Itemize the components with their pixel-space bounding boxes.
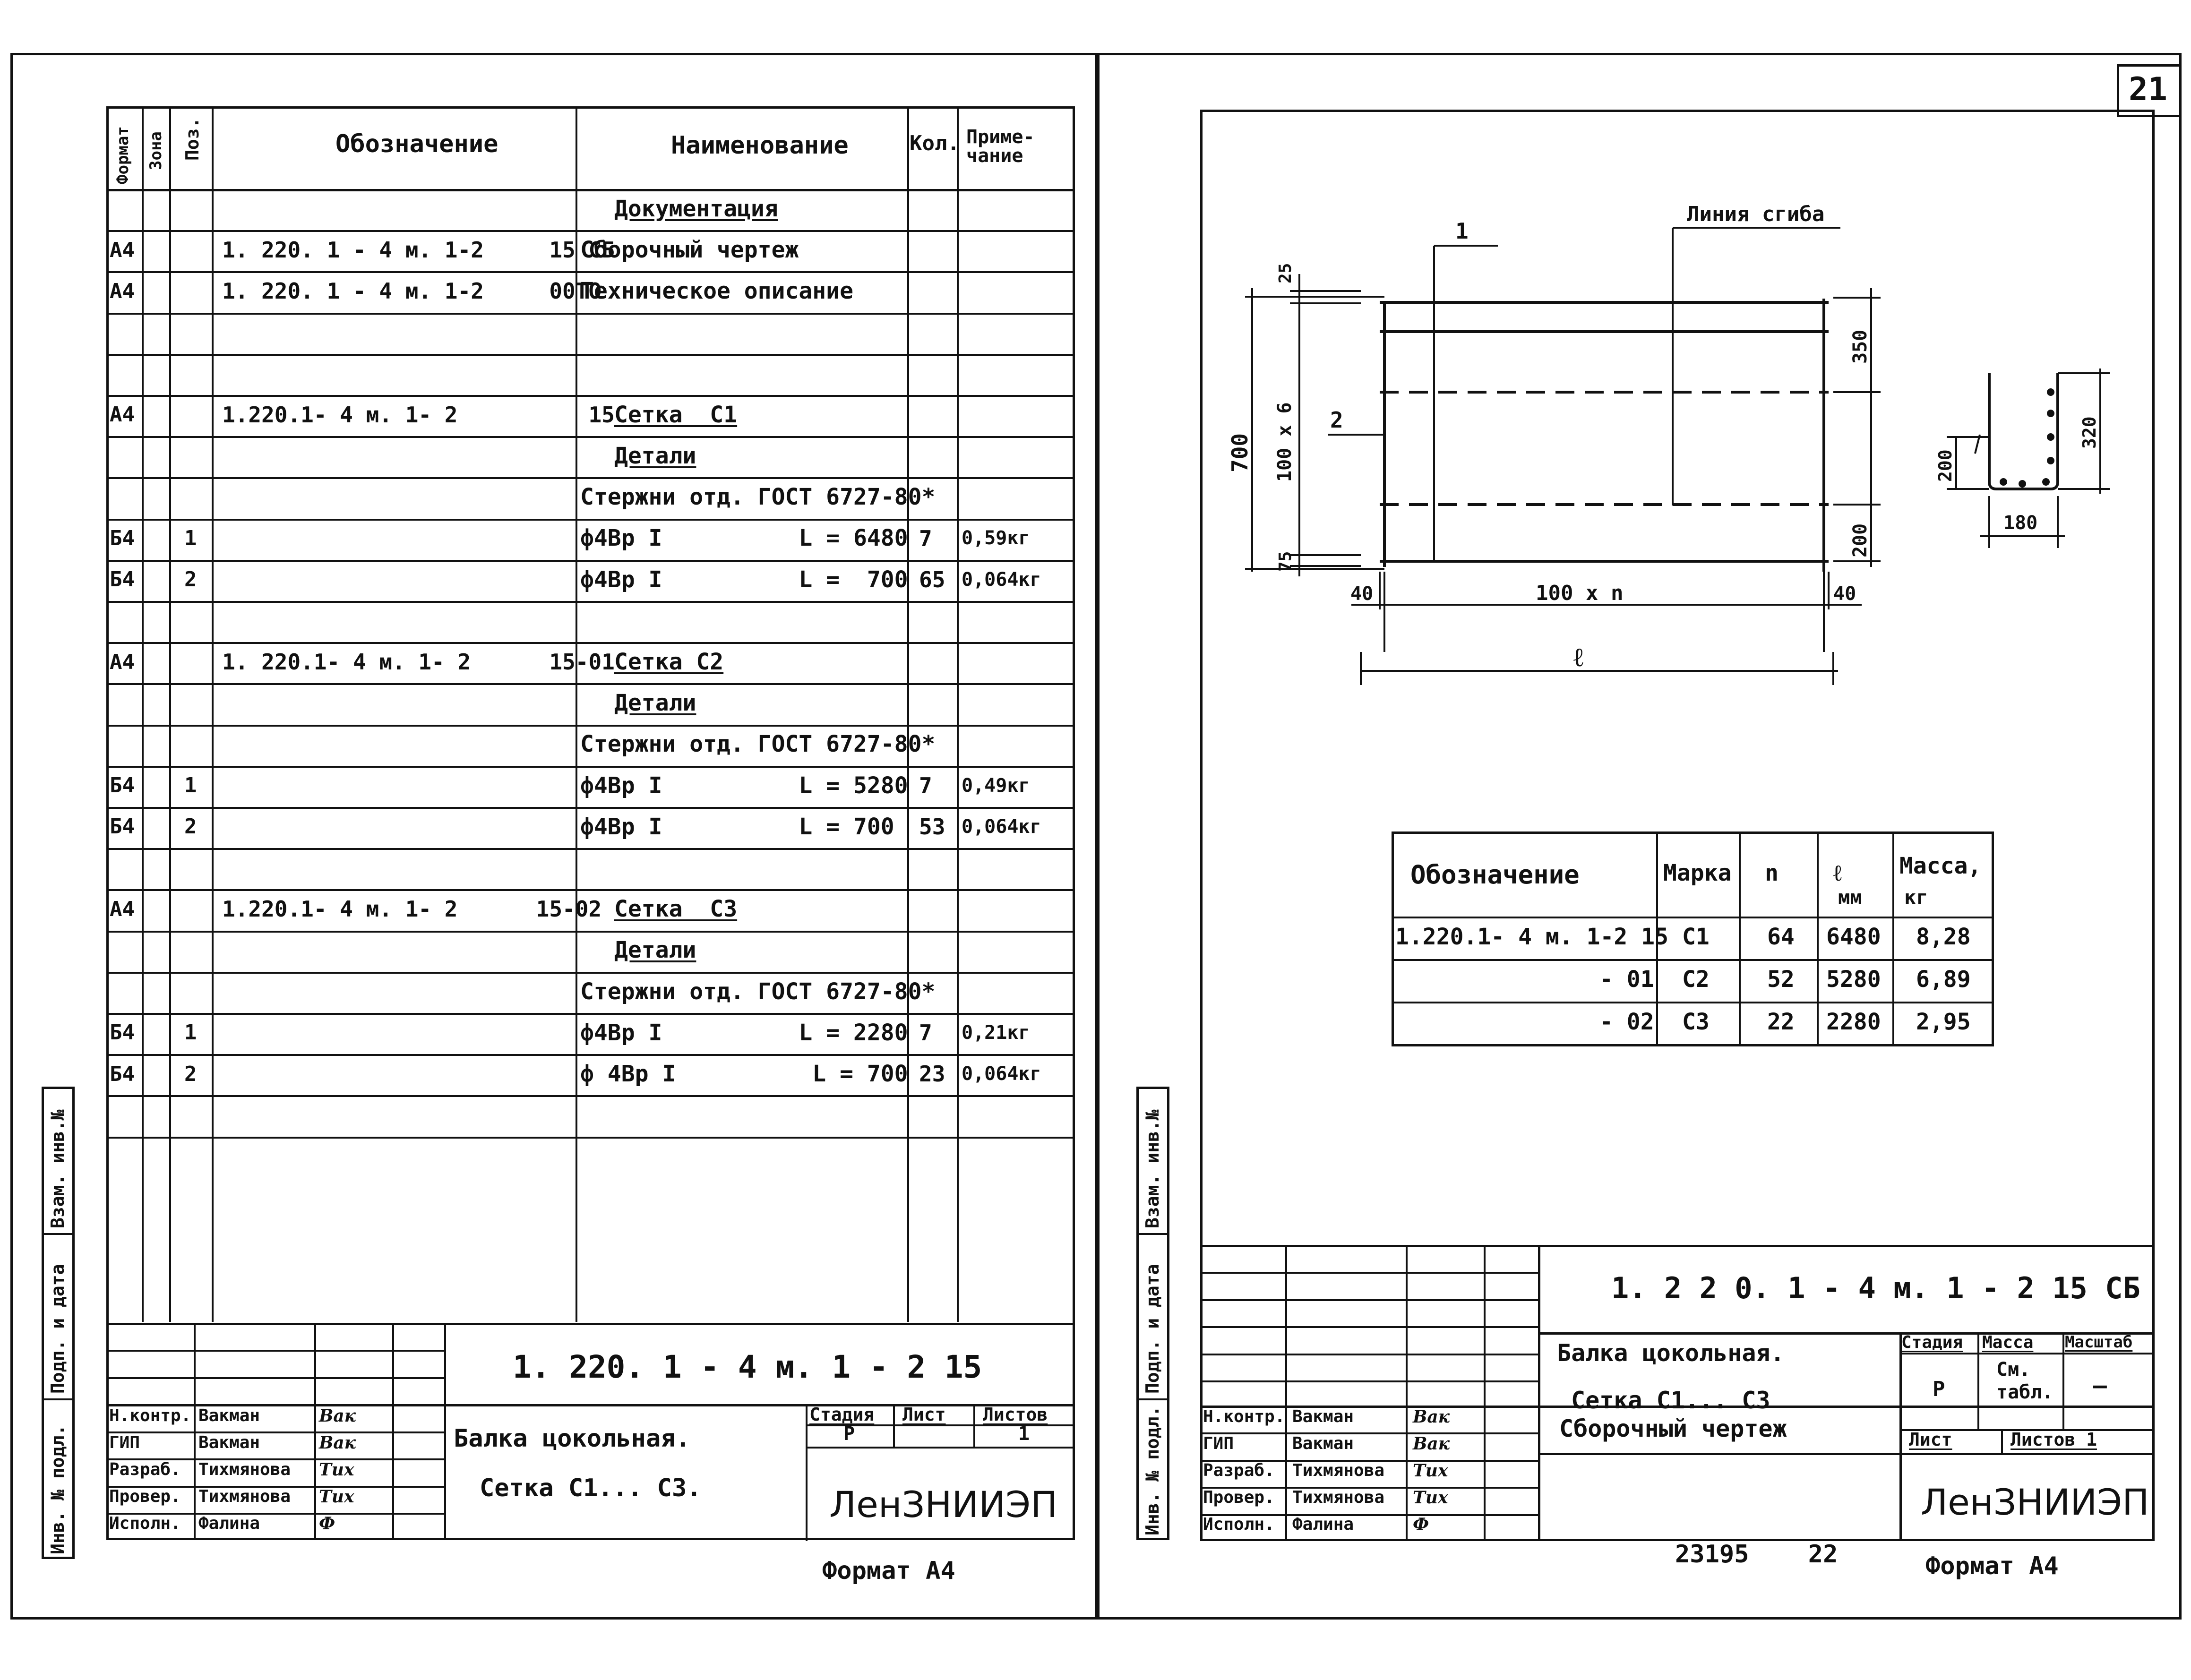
spec-cell-name: ф4Вр I L = 2280 [580,1020,908,1046]
spec-cell-qty: 7 [919,773,932,798]
right-footer-numbers: 23195 22 [1675,1540,1838,1569]
spec-cell-pos: 1 [184,773,197,797]
bend-line-label: Линия сгиба [1687,202,1825,226]
marks-cell: 2,95 [1916,1009,1971,1035]
spec-row-divider [108,1137,1074,1139]
spec-cell-designation: 1. 220.1- 4 м. 1- 2 15-01 [222,649,615,675]
spec-cell-format: А4 [110,403,135,427]
spec-cell-note: 0,064кг [962,816,1041,838]
dim-350: 350 [1849,329,1871,364]
spec-row-divider [108,560,1074,562]
spec-row-divider [108,931,1074,933]
person-name: Вакман [1292,1434,1354,1453]
person-name: Тихмянова [1292,1461,1385,1480]
spec-cell-name: Сетка С2 [614,649,724,675]
left-side-stamp [42,1087,106,1559]
header-format: Формат [113,126,132,184]
person-role: Провер. [109,1487,181,1506]
left-title-block [106,1323,1075,1540]
spec-row-divider [108,230,1074,232]
marks-cell: 8,28 [1916,924,1971,950]
person-signature: Тих [319,1487,354,1507]
side-label-sign-date: Подп. и дата [47,1264,68,1394]
person-role: Разраб. [1203,1461,1275,1480]
spec-cell-format: А4 [110,650,135,674]
dim-700: 700 [1227,433,1253,472]
right-stage-label: Стадия [1901,1333,1963,1352]
left-sheet-label: Лист [902,1404,946,1425]
marks-header: n [1765,860,1779,886]
right-mass-value: См. табл. [1996,1359,2054,1403]
spec-cell-format: Б4 [110,567,135,591]
spec-row-divider [108,725,1074,727]
person-name: Тихмянова [198,1487,291,1506]
person-name: Тихмянова [198,1460,291,1479]
spec-cell-note: 0,59кг [962,527,1030,549]
marks-header: Масса, [1899,853,1982,879]
dim-section-320: 320 [2079,416,2100,449]
spec-cell-note: 0,064кг [962,1063,1041,1085]
callout-2: 2 [1330,407,1343,433]
marks-cell: 5280 [1826,966,1881,993]
left-org: ЛенЗНИИЭП [829,1483,1058,1526]
spec-cell-name: Сборочный чертеж [580,237,799,263]
person-role: Провер. [1203,1488,1275,1507]
spec-row-divider [108,848,1074,850]
spec-cell-name: Стержни отд. ГОСТ 6727-80* [580,484,936,510]
header-designation: Обозначение [335,130,498,158]
spec-row-divider [108,642,1074,644]
mesh-drawing [1200,198,2145,718]
marks-cell: С3 [1682,1009,1710,1035]
dim-40-right: 40 [1833,583,1856,605]
marks-cell: С1 [1682,924,1710,950]
spec-row-divider [108,601,1074,603]
spec-cell-format: А4 [110,279,135,303]
spec-row-divider [108,1013,1074,1015]
spec-cell-pos: 2 [184,567,197,591]
left-sheets-label: Листов [983,1404,1048,1425]
person-role: Исполн. [109,1514,181,1533]
person-signature: Тих [1413,1461,1448,1481]
dim-40-left: 40 [1350,583,1374,605]
spec-cell-name: Стержни отд. ГОСТ 6727-80* [580,731,936,757]
person-role: Исполн. [1203,1515,1275,1534]
right-title-line1: Балка цокольная. [1557,1339,1785,1367]
spec-cell-note: 0,21кг [962,1022,1030,1044]
right-mass-label: Масса [1982,1333,2034,1352]
spec-row-divider [108,519,1074,521]
person-signature: Ф [1413,1515,1429,1534]
left-doc-code: 1. 220. 1 - 4 м. 1 - 2 15 [513,1349,982,1385]
marks-cell: 2280 [1826,1009,1881,1035]
marks-cell: 6480 [1826,924,1881,950]
marks-header: Обозначение [1410,860,1580,890]
person-signature: Вак [1413,1434,1450,1454]
person-name: Вакман [198,1406,260,1425]
marks-table [1392,831,1994,1046]
right-doc-code: 1. 2 2 0. 1 - 4 м. 1 - 2 15 СБ [1611,1271,2140,1305]
marks-subheader: мм [1838,886,1862,909]
person-role: Разраб. [109,1460,181,1479]
person-signature: Ф [319,1514,335,1534]
person-signature: Тих [1413,1488,1448,1508]
person-name: Фалина [1292,1515,1354,1534]
header-pos: Поз. [182,117,203,161]
spec-cell-qty: 23 [919,1061,945,1087]
spec-row-divider [108,354,1074,356]
right-side-label-sign-date: Подп. и дата [1142,1264,1163,1394]
spec-cell-qty: 65 [919,567,945,592]
person-signature: Вак [319,1433,356,1453]
spec-cell-note: 0,064кг [962,569,1041,591]
person-name: Фалина [198,1514,260,1533]
right-title-block [1200,1245,2155,1541]
header-zone: Зона [146,131,165,170]
spec-row-divider [108,972,1074,974]
right-scale-value: — [2093,1372,2107,1399]
spec-cell-format: Б4 [110,1062,135,1086]
marks-subheader: кг [1904,886,1928,909]
spec-cell-designation: 1.220.1- 4 м. 1- 2 15 [222,402,615,428]
spec-cell-format: Б4 [110,773,135,797]
spec-cell-qty: 7 [919,1020,932,1046]
spec-row-divider [108,477,1074,479]
spec-cell-pos: 2 [184,1062,197,1086]
left-title-line2: Сетка С1... С3. [480,1474,702,1502]
person-name: Тихмянова [1292,1488,1385,1507]
spec-cell-qty: 53 [919,814,945,840]
marks-cell: 52 [1767,966,1795,993]
spec-row-divider [108,313,1074,315]
marks-cell: 1.220.1- 4 м. 1-2 15 [1395,924,1668,950]
left-format-label: Формат А4 [822,1557,955,1585]
spec-cell-name: Детали [614,937,696,963]
left-stage-label: Стадия [809,1404,875,1425]
person-role: Н.контр. [1203,1407,1285,1426]
person-role: Н.контр. [109,1406,191,1425]
spec-cell-name: Детали [614,690,696,716]
spec-row-divider [108,766,1074,768]
spec-cell-pos: 1 [184,1020,197,1045]
spec-cell-format: Б4 [110,814,135,839]
spec-cell-name: ф4Вр I L = 700 [580,566,908,593]
spec-cell-designation: 1. 220. 1 - 4 м. 1-2 15 СБ [222,237,615,263]
side-label-inv: Инв. № подл. [47,1424,68,1554]
marks-header: ℓ [1833,860,1842,886]
person-signature: Вак [319,1406,356,1426]
spec-row-divider [108,1054,1074,1056]
spec-cell-name: ф 4Вр I L = 700 [580,1061,908,1087]
spec-row-divider [108,271,1074,273]
person-role: ГИП [1203,1434,1234,1453]
spec-cell-qty: 7 [919,526,932,551]
right-title-line2: Сетка С1... С3 [1571,1387,1770,1414]
person-role: ГИП [109,1433,140,1452]
left-title-line1: Балка цокольная. [454,1424,690,1453]
spec-row-divider [108,395,1074,397]
spec-cell-format: А4 [110,238,135,262]
right-side-label-inv: Инв. № подл. [1142,1406,1163,1535]
spec-cell-name: Техническое описание [580,278,853,304]
spec-cell-name: Сетка С1 [614,402,738,428]
spec-row-divider [108,436,1074,438]
marks-cell: С2 [1682,966,1710,993]
right-stage-value: Р [1933,1377,1945,1401]
side-label-replace: Взам. инв.№ [47,1109,68,1228]
spec-cell-name: Документация [614,196,778,222]
spec-cell-pos: 1 [184,526,197,550]
right-scale-label: Масштаб [2065,1333,2133,1352]
spec-cell-name: ф4Вр I L = 5280 [580,772,908,799]
marks-cell: 22 [1767,1009,1795,1035]
spec-row-divider [108,1095,1074,1097]
left-stage-value: Р [843,1423,855,1445]
spec-row-divider [108,683,1074,685]
dim-100x6: 100 x 6 [1274,402,1296,482]
spec-cell-format: Б4 [110,1020,135,1045]
spec-cell-format: А4 [110,897,135,921]
dim-75: 75 [1276,551,1295,572]
spec-cell-name: ф4Вр I L = 6480 [580,525,908,551]
spec-row-divider [108,807,1074,809]
right-side-stamp [1136,1087,1201,1559]
dim-100xn: 100 x n [1536,581,1624,605]
spec-cell-designation: 1. 220. 1 - 4 м. 1-2 00ТО [222,278,602,304]
spec-cell-name: ф4Вр I L = 700 [580,814,894,840]
spec-cell-designation: 1.220.1- 4 м. 1- 2 15-02 [222,896,602,922]
dim-overall-l: ℓ [1573,642,1583,673]
person-signature: Вак [1413,1407,1450,1427]
spec-cell-pos: 2 [184,814,197,839]
right-title-line3: Сборочный чертеж [1559,1415,1787,1442]
right-side-label-replace: Взам. инв.№ [1142,1109,1163,1228]
person-signature: Тих [319,1460,354,1480]
dim-section-200: 200 [1935,449,1956,482]
spec-row-divider [108,889,1074,891]
header-note: Приме- чание [966,126,1035,167]
spec-cell-name: Стержни отд. ГОСТ 6727-80* [580,978,936,1005]
dim-25: 25 [1276,263,1295,283]
dim-section-180: 180 [2003,512,2038,534]
person-name: Вакман [198,1433,260,1452]
marks-cell: - 01 [1599,966,1654,993]
marks-cell: - 02 [1599,1009,1654,1035]
callout-1: 1 [1455,218,1469,244]
spec-cell-note: 0,49кг [962,775,1030,797]
left-sheets-value: 1 [1018,1423,1030,1445]
spec-cell-name: Сетка С3 [614,896,738,922]
header-name: Наименование [671,131,849,160]
dim-200-right: 200 [1849,523,1871,557]
header-qty: Кол. [910,131,960,155]
spec-cell-name: Детали [614,443,696,469]
marks-cell: 64 [1767,924,1795,950]
spec-cell-format: Б4 [110,526,135,550]
right-sheet-label: Лист [1909,1429,1952,1450]
marks-cell: 6,89 [1916,966,1971,993]
person-name: Вакман [1292,1407,1354,1426]
marks-header: Марка [1663,860,1732,886]
right-sheets-label: Листов 1 [2011,1429,2097,1450]
sheet-number: 21 [2129,71,2167,108]
right-format-label: Формат А4 [1925,1552,2059,1580]
right-org: ЛенЗНИИЭП [1921,1481,2149,1523]
